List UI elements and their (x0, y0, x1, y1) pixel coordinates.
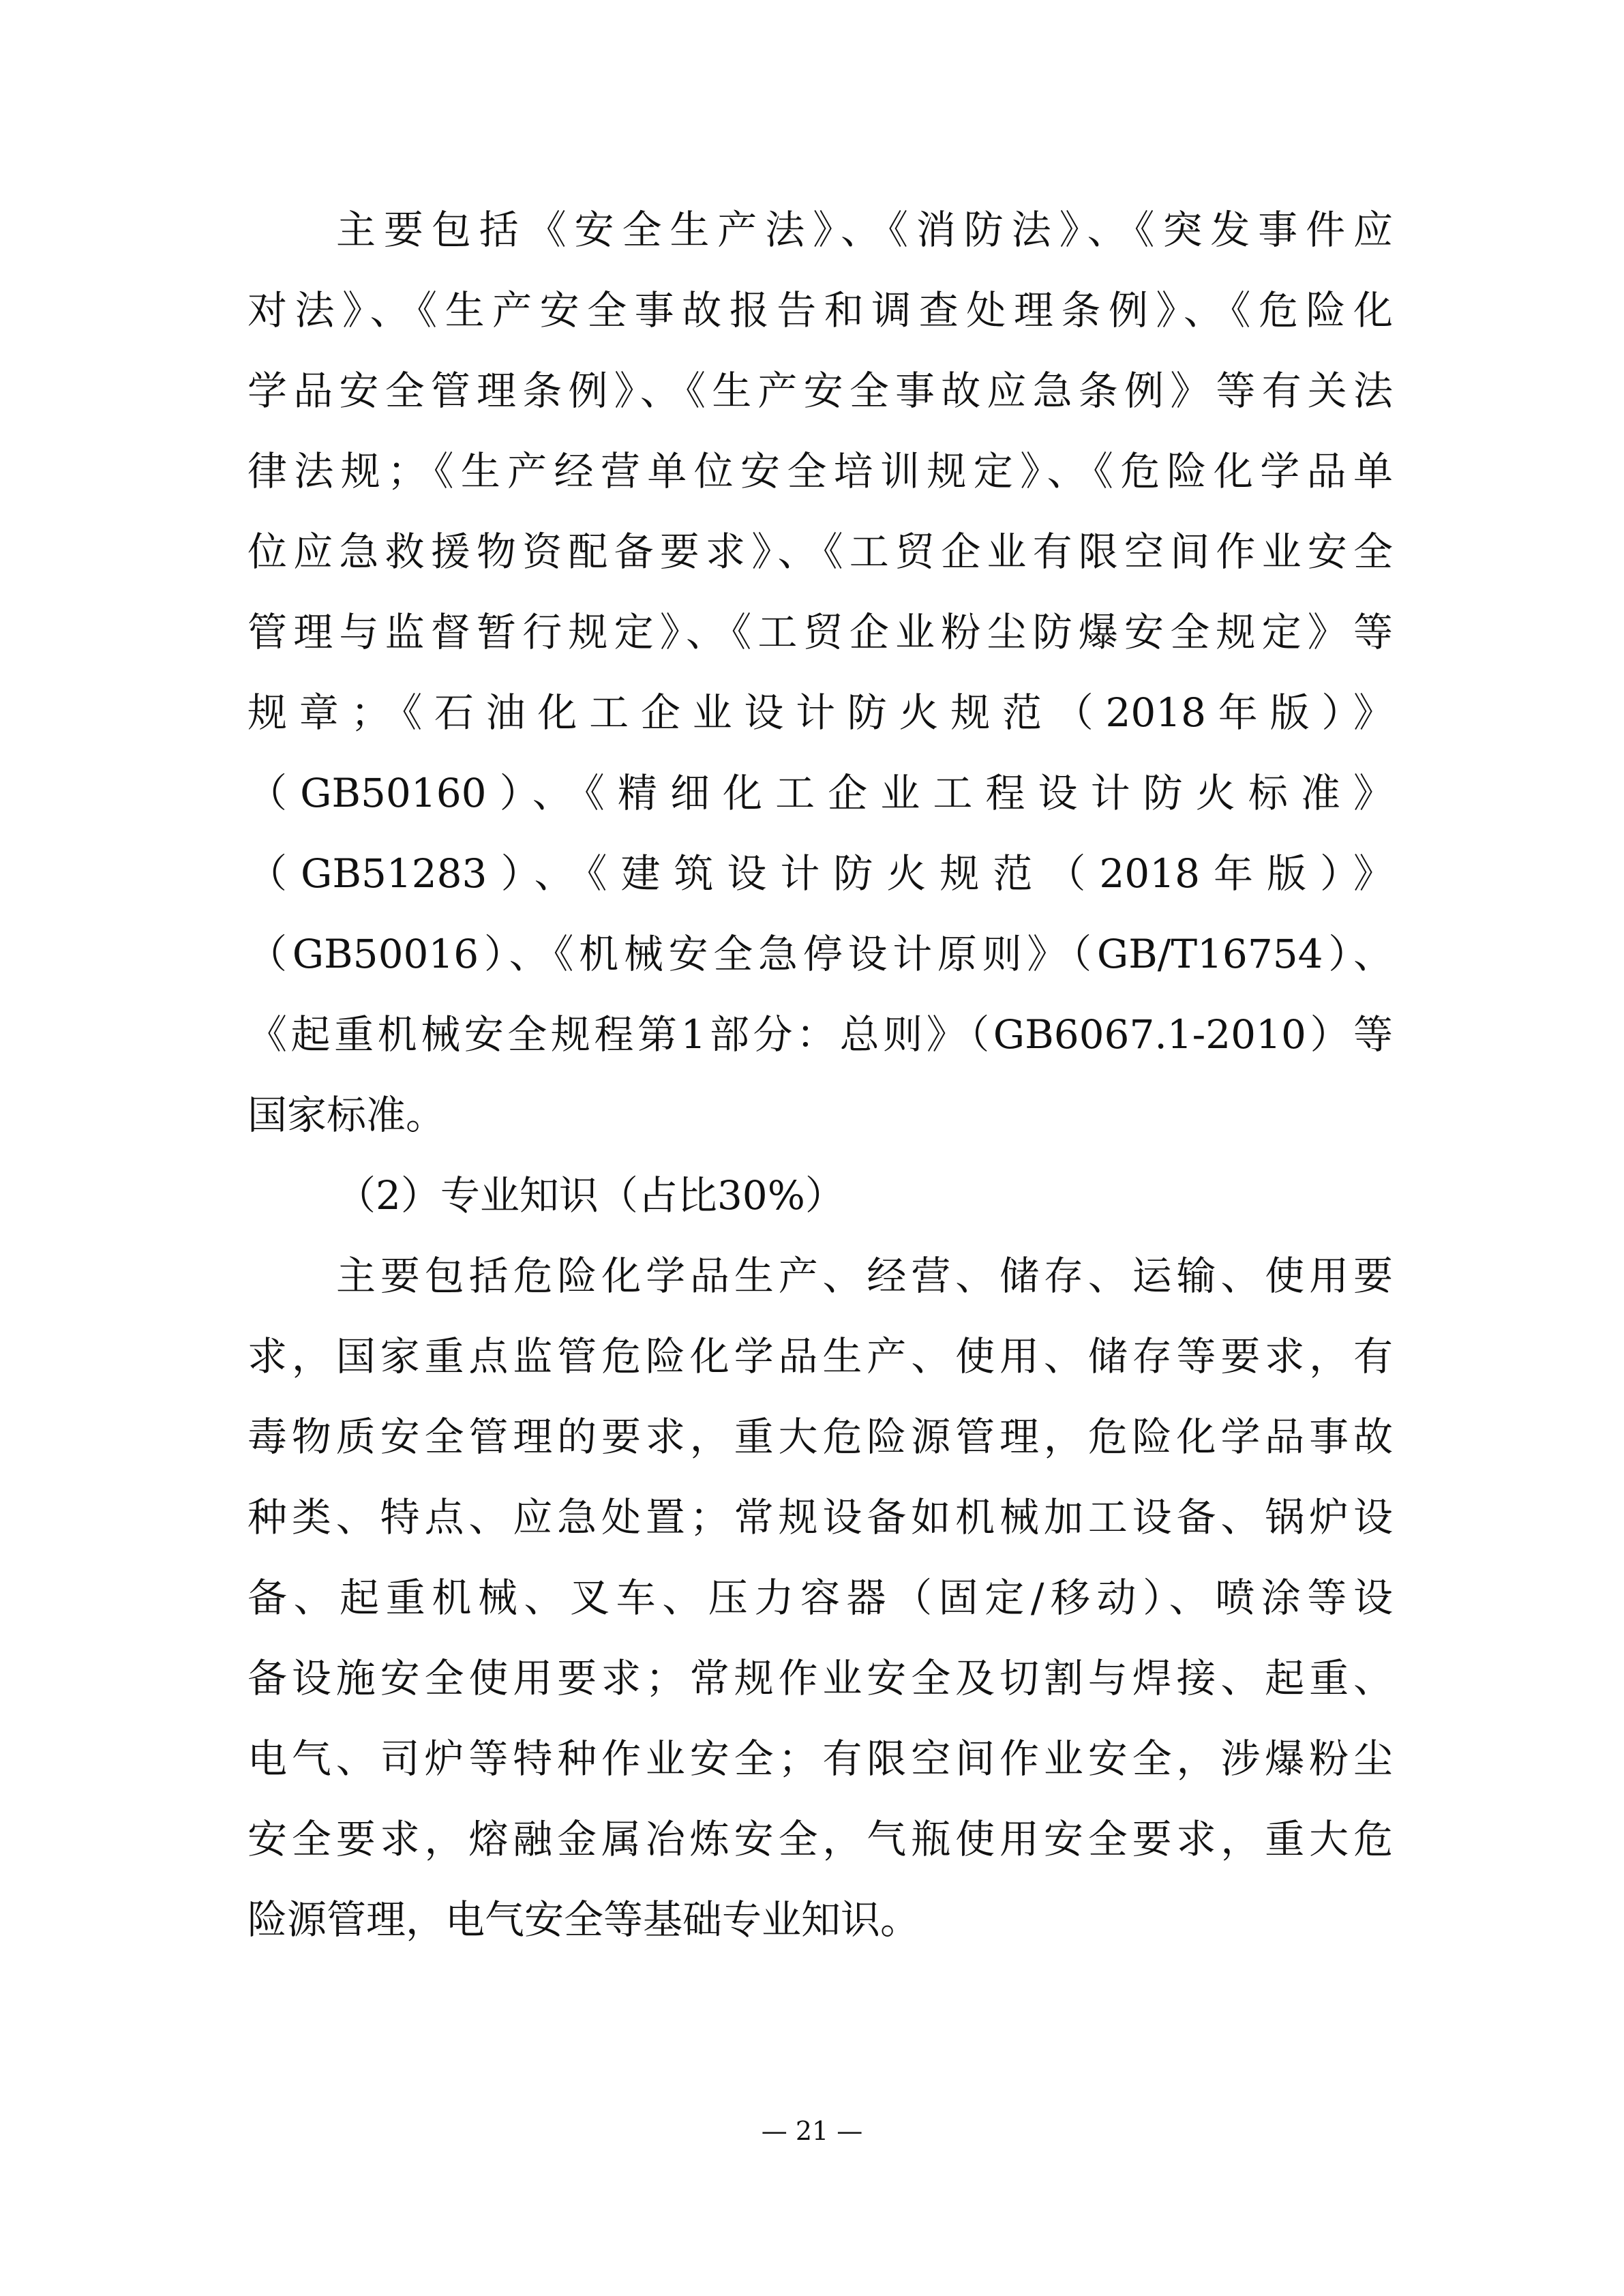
paragraph-line: （GB50160）、《精细化工企业工程设计防火标准》 (247, 770, 1393, 816)
paragraph-line: 学品安全管理条例》、《生产安全事故应急条例》等有关法 (247, 368, 1393, 414)
paragraph-line: 安全要求，熔融金属冶炼安全，气瓶使用安全要求，重大危 (247, 1816, 1393, 1862)
paragraph-line: 主要包括《安全生产法》、《消防法》、《突发事件应 (336, 207, 1393, 253)
paragraph-line: 电气、司炉等特种作业安全；有限空间作业安全，涉爆粉尘 (247, 1735, 1393, 1782)
paragraph-line: 《起重机械安全规程第1部分：总则》（GB6067.1-2010）等 (247, 1011, 1393, 1058)
page-number: — 21 — (761, 2116, 863, 2146)
paragraph-line: 位应急救援物资配备要求》、《工贸企业有限空间作业安全 (247, 528, 1393, 575)
paragraph-line: 国家标准。 (247, 1092, 446, 1138)
paragraph-line: 对法》、《生产安全事故报告和调查处理条例》、《危险化 (247, 287, 1393, 333)
paragraph-line: 备、起重机械、叉车、压力容器（固定/移动）、喷涂等设 (247, 1575, 1393, 1621)
paragraph-line: （GB51283）、《建筑设计防火规范（2018年版）》 (247, 850, 1393, 897)
paragraph-line: 主要包括危险化学品生产、经营、储存、运输、使用要 (336, 1253, 1393, 1299)
paragraph-line: 毒物质安全管理的要求，重大危险源管理，危险化学品事故 (247, 1414, 1393, 1460)
section-heading: （2）专业知识（占比30%） (336, 1172, 845, 1219)
paragraph-line: 险源管理，电气安全等基础专业知识。 (247, 1896, 920, 1943)
paragraph-line: 律法规；《生产经营单位安全培训规定》、《危险化学品单 (247, 448, 1393, 494)
paragraph-line: 管理与监督暂行规定》、《工贸企业粉尘防爆安全规定》等 (247, 609, 1393, 655)
paragraph-line: 求，国家重点监管危险化学品生产、使用、储存等要求，有 (247, 1333, 1393, 1380)
paragraph-line: （GB50016）、《机械安全急停设计原则》（GB/T16754）、 (247, 931, 1393, 977)
paragraph-line: 规章；《石油化工企业设计防火规范（2018年版）》 (247, 689, 1393, 736)
paragraph-line: 备设施安全使用要求；常规作业安全及切割与焊接、起重、 (247, 1655, 1393, 1701)
paragraph-line: 种类、特点、应急处置；常规设备如机械加工设备、锅炉设 (247, 1494, 1393, 1540)
